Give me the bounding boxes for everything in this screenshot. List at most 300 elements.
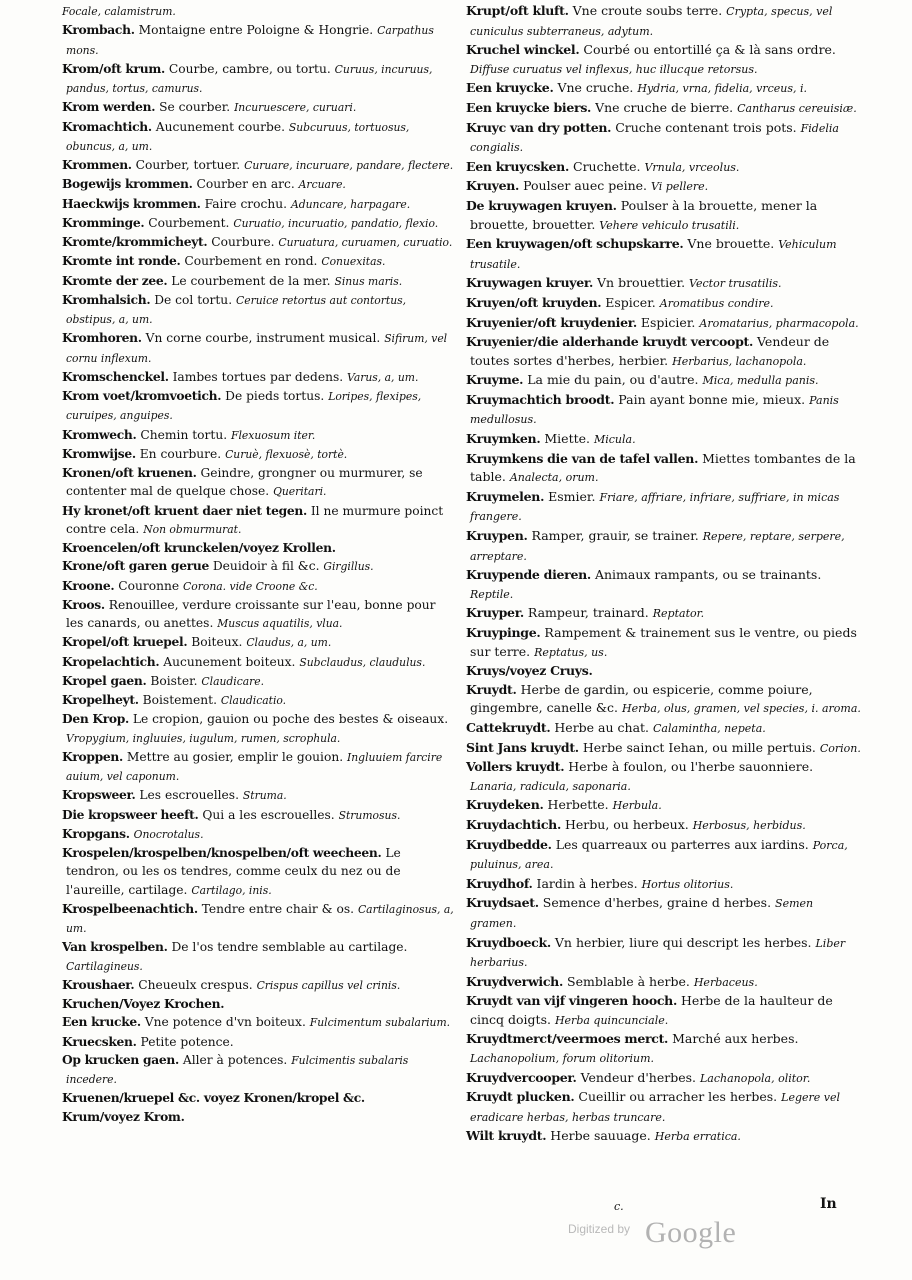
- headword: Kroos.: [62, 596, 105, 612]
- dictionary-entry: [62, 387, 454, 426]
- french-gloss: Vne croute soubs terre.: [572, 3, 723, 18]
- signature-mark: c.: [614, 1200, 624, 1213]
- dictionary-entry: [466, 992, 862, 1030]
- latin-gloss: Lanaria, radicula, saponaria.: [470, 779, 631, 793]
- headword: Kronen/oft kruenen.: [62, 465, 197, 480]
- french-gloss: Animaux rampants, ou se trainants.: [594, 567, 822, 583]
- latin-gloss: Focale, calamistrum.: [62, 5, 176, 18]
- headword: Bogewijs krommen.: [62, 176, 193, 192]
- french-gloss: Semence d'herbes, graine d herbes.: [542, 895, 772, 911]
- french-gloss: Herbe au chat.: [554, 719, 650, 735]
- french-gloss: Ramper, grauir, se trainer.: [531, 528, 699, 544]
- latin-gloss: Hydria, vrna, fidelia, vrceus, i.: [637, 82, 808, 96]
- headword: Kromte der zee.: [62, 272, 168, 288]
- latin-gloss: Non obmurmurat.: [143, 522, 242, 536]
- dictionary-entry: [466, 274, 862, 294]
- dictionary-entry: [62, 1089, 454, 1107]
- french-gloss: Herbe à foulon, ou l'herbe sauonniere.: [568, 759, 814, 775]
- french-gloss: Boiteux.: [191, 635, 243, 650]
- french-gloss: Vn corne courbe, instrument musical.: [145, 331, 381, 346]
- headword: De kruywagen kruyen.: [466, 197, 617, 213]
- dictionary-entry: [62, 825, 454, 844]
- latin-gloss: Curuatura, curuamen, curuatio.: [278, 236, 453, 249]
- french-gloss: Tendre entre chair & os.: [201, 901, 355, 916]
- latin-gloss: Herbula.: [612, 799, 662, 813]
- dictionary-entry: [466, 158, 862, 178]
- dictionary-entry: [466, 894, 862, 933]
- french-gloss: Herbe sainct Iehan, ou mille pertuis.: [582, 739, 816, 755]
- headword: Krom werden.: [62, 99, 156, 115]
- headword: Kropgans.: [62, 825, 130, 841]
- latin-gloss: Semen gramen.: [470, 897, 814, 930]
- french-gloss: Rampement & trainement sus le ventre, ou pieds sur terre.: [470, 625, 857, 659]
- latin-gloss: Muscus aquatilis, vlua.: [217, 617, 343, 630]
- latin-gloss: Repere, reptare, serpere, arreptare.: [470, 530, 845, 563]
- dictionary-entry: [466, 662, 862, 681]
- headword: Van krospelben.: [62, 939, 168, 955]
- latin-gloss: Sinus maris.: [334, 274, 403, 288]
- latin-gloss: Herba, olus, gramen, vel species, i. aroma.: [621, 702, 861, 716]
- latin-gloss: Legere vel eradicare herbas, herbas truncare.: [470, 1091, 841, 1124]
- latin-gloss: Varus, a, um.: [347, 370, 419, 384]
- headword: Kruyen/oft kruyden.: [466, 294, 602, 310]
- headword: Krombach.: [62, 22, 135, 38]
- latin-gloss: Panis medullosus.: [470, 393, 839, 427]
- dictionary-entry: [62, 1051, 454, 1090]
- latin-gloss: Vehiculum trusatile.: [470, 238, 837, 271]
- french-gloss: Pain ayant bonne mie, mieux.: [618, 391, 806, 407]
- dictionary-entry: [62, 272, 454, 291]
- latin-gloss: Herbaceus.: [693, 975, 758, 989]
- french-gloss: Iardin à herbes.: [536, 875, 638, 891]
- dictionary-entry: [466, 1030, 862, 1068]
- headword: Kromhalsich.: [62, 291, 151, 307]
- latin-gloss: Lachanopolium, forum olitorium.: [470, 1052, 655, 1066]
- headword: Den Krop.: [62, 711, 129, 727]
- dictionary-entry: [466, 371, 862, 391]
- headword: Kromminge.: [62, 214, 145, 230]
- latin-gloss: Vrnula, vrceolus.: [644, 160, 740, 174]
- latin-gloss: Claudicare.: [201, 674, 265, 688]
- latin-gloss: Fulcimentum subalarium.: [309, 1016, 451, 1030]
- latin-gloss: Herba erratica.: [654, 1130, 741, 1144]
- french-gloss: Vne brouette.: [687, 236, 775, 252]
- latin-gloss: Corona. vide Croone &c.: [183, 579, 318, 593]
- french-gloss: Courbe, cambre, ou tortu.: [168, 61, 331, 76]
- french-gloss: Iambes tortues par dedens.: [172, 369, 344, 384]
- dictionary-entry: [62, 214, 454, 233]
- french-gloss: Courber, tortuer.: [135, 158, 241, 172]
- dictionary-entry: [466, 816, 862, 836]
- dictionary-entry: [62, 1013, 454, 1032]
- dictionary-entry: [466, 1069, 862, 1089]
- latin-gloss: Carpathus mons.: [66, 24, 434, 57]
- dictionary-entry: [466, 391, 862, 430]
- dictionary-entry: [466, 566, 862, 604]
- dictionary-entry: [62, 291, 454, 330]
- french-gloss: Le tendron, ou les os tendres, comme ceulx du nez ou de l'aureille, cartilage.: [66, 846, 401, 897]
- headword: Kruydt plucken.: [466, 1089, 575, 1105]
- headword: Kromte int ronde.: [62, 253, 181, 269]
- latin-gloss: Herba quincunciale.: [554, 1013, 669, 1027]
- dictionary-entry: [466, 758, 862, 796]
- dictionary-entry: [62, 844, 454, 900]
- french-gloss: Les escrouelles.: [139, 788, 239, 803]
- headword: Kruyc van dry potten.: [466, 119, 612, 135]
- latin-gloss: Reptatus, us.: [534, 645, 608, 659]
- headword: Kromachtich.: [62, 118, 152, 134]
- french-gloss: Deuidoir à fil &c.: [212, 559, 320, 574]
- dictionary-entry: [466, 1127, 862, 1147]
- latin-gloss: Herbarius, lachanopola.: [672, 354, 807, 368]
- headword: Kruydt.: [466, 681, 517, 697]
- dictionary-entry: [62, 596, 454, 634]
- latin-gloss: Liber herbarius.: [470, 936, 846, 970]
- dictionary-entry: [62, 60, 454, 99]
- dictionary-entry: [62, 98, 454, 117]
- dictionary-entry: [466, 875, 862, 895]
- dictionary-entry: [62, 1108, 454, 1126]
- headword: Kruydtmerct/veermoes merct.: [466, 1031, 669, 1047]
- dictionary-entry: [466, 796, 862, 816]
- dictionary-entry: [62, 672, 454, 691]
- french-gloss: Petite potence.: [140, 1034, 234, 1049]
- french-gloss: Herbe de gardin, ou espicerie, comme poiure, gingembre, canelle &c.: [470, 681, 813, 716]
- headword: Krupt/oft kluft.: [466, 3, 569, 18]
- headword: Kruymkens die van de tafel vallen.: [466, 450, 699, 466]
- latin-gloss: Subcuruus, tortuosus, obuncus, a, um.: [66, 120, 410, 153]
- french-gloss: Les quarreaux ou parterres aux iardins.: [555, 836, 809, 852]
- latin-gloss: Subclaudus, claudulus.: [299, 655, 426, 669]
- headword: Wilt kruydt.: [466, 1128, 547, 1144]
- headword: Kruyen.: [466, 178, 520, 194]
- dictionary-entry: [62, 252, 454, 271]
- headword: Krom voet/kromvoetich.: [62, 388, 222, 403]
- headword: Kruys/voyez Cruys.: [466, 663, 593, 679]
- dictionary-entry: [62, 806, 454, 825]
- latin-gloss: Queritari.: [273, 485, 327, 499]
- headword: Kruecsken.: [62, 1033, 137, 1049]
- headword: Haeckwijs krommen.: [62, 195, 201, 211]
- latin-gloss: Aromatibus condire.: [659, 296, 774, 310]
- latin-gloss: Lachanopola, olitor.: [699, 1071, 811, 1085]
- french-gloss: Cheueulx crespus.: [138, 977, 253, 992]
- dictionary-entry: [62, 976, 454, 995]
- french-gloss: Esmier.: [548, 488, 596, 504]
- headword: Kruypen.: [466, 528, 528, 544]
- french-gloss: Qui a les escrouelles.: [202, 807, 335, 822]
- dictionary-entry: [62, 995, 454, 1013]
- dictionary-entry: [62, 21, 454, 60]
- headword: Kruenen/kruepel &c. voyez Kronen/kropel &c.: [62, 1090, 365, 1106]
- headword: Kromte/krommicheyt.: [62, 234, 208, 249]
- latin-gloss: Curuus, incuruus, pandus, tortus, camurus.: [66, 62, 433, 95]
- latin-gloss: Incuruescere, curuari.: [234, 101, 357, 115]
- dictionary-entry: [62, 557, 454, 576]
- french-gloss: Faire crochu.: [204, 196, 288, 211]
- dictionary-entry: [62, 233, 454, 252]
- latin-gloss: Onocrotalus.: [133, 827, 204, 841]
- latin-gloss: Vi pellere.: [651, 180, 709, 194]
- latin-gloss: Flexuosum iter.: [231, 428, 316, 442]
- french-gloss: Herbe de la haulteur de cincq doigts.: [470, 993, 833, 1027]
- headword: Kromwech.: [62, 426, 137, 442]
- headword: Krum/voyez Krom.: [62, 1108, 185, 1124]
- french-gloss: Semblable à herbe.: [567, 973, 690, 989]
- dictionary-entry: [466, 604, 862, 624]
- french-gloss: Boister.: [150, 673, 198, 688]
- french-gloss: Boistement.: [142, 693, 217, 707]
- headword: Kruypinge.: [466, 625, 541, 640]
- french-gloss: Vendeur de toutes sortes d'herbes, herbier.: [470, 334, 830, 368]
- headword: Die kropsweer heeft.: [62, 806, 199, 822]
- dictionary-entry: [466, 739, 862, 759]
- latin-gloss: Cartilago, inis.: [191, 883, 272, 897]
- latin-gloss: Ingluuiem farcire auium, vel caponum.: [66, 750, 443, 783]
- headword: Kroencelen/oft krunckelen/voyez Krollen.: [62, 540, 336, 555]
- french-gloss: Mettre au gosier, emplir le gouion.: [126, 749, 344, 764]
- headword: Kroushaer.: [62, 976, 135, 992]
- headword: Kruyenier/die alderhande kruydt vercoopt.: [466, 334, 754, 350]
- dictionary-entry: [62, 175, 454, 194]
- headword: Kruchen/Voyez Krochen.: [62, 996, 225, 1011]
- latin-gloss: Analecta, orum.: [509, 471, 599, 485]
- latin-gloss: Claudus, a, um.: [246, 636, 332, 650]
- french-gloss: Montaigne entre Poloigne & Hongrie.: [138, 23, 374, 38]
- dictionary-entry: [62, 539, 454, 557]
- dictionary-entry: [62, 938, 454, 976]
- latin-gloss: Herbosus, herbidus.: [692, 818, 806, 832]
- headword: Vollers kruydt.: [466, 759, 565, 775]
- catchword: In: [820, 1196, 837, 1212]
- dictionary-entry: [466, 294, 862, 314]
- headword: Kruymachtich broodt.: [466, 391, 615, 407]
- headword: Kruyenier/oft kruydenier.: [466, 314, 637, 330]
- dictionary-entry: [466, 450, 862, 488]
- latin-gloss: Claudicatio.: [220, 694, 287, 707]
- french-gloss: Renouillee, verdure croissante sur l'eau, bonne pour les canards, ou anettes.: [66, 597, 436, 630]
- french-gloss: De col tortu.: [154, 292, 233, 307]
- french-gloss: En courbure.: [139, 446, 222, 461]
- headword: Kruymelen.: [466, 488, 545, 504]
- french-gloss: Le cropion, gauion ou poche des bestes & oiseaux.: [132, 712, 449, 727]
- dictionary-entry: [466, 624, 862, 662]
- headword: Kruyper.: [466, 605, 524, 621]
- french-gloss: Vne potence d'vn boiteux.: [144, 1015, 306, 1030]
- dictionary-entry: [466, 681, 862, 719]
- headword: Kruydeken.: [466, 797, 544, 813]
- headword: Kruydvercooper.: [466, 1069, 577, 1085]
- latin-gloss: Arcuare.: [298, 178, 346, 192]
- dictionary-entry: [466, 934, 862, 973]
- headword: Een kruycke.: [466, 80, 554, 96]
- headword: Krone/oft garen gerue: [62, 558, 209, 574]
- headword: Kroppen.: [62, 748, 123, 764]
- headword: Een kruywagen/oft schupskarre.: [466, 236, 684, 252]
- dictionary-entry: [466, 333, 862, 371]
- google-watermark: Google: [645, 1216, 737, 1249]
- french-gloss: Cruchette.: [573, 158, 641, 174]
- headword: Krom/oft krum.: [62, 60, 165, 76]
- latin-gloss: Reptile.: [470, 587, 514, 601]
- dictionary-entry: [62, 445, 454, 464]
- headword: Hy kronet/oft kruent daer niet tegen.: [62, 502, 307, 518]
- dictionary-entry: [62, 426, 454, 445]
- headword: Cattekruydt.: [466, 719, 551, 735]
- french-gloss: Geindre, grongner ou murmurer, se contenter mal de quelque chose.: [66, 466, 423, 499]
- headword: Kruywagen kruyer.: [466, 275, 594, 291]
- french-gloss: Vne cruche.: [557, 80, 634, 96]
- latin-gloss: Mica, medulla panis.: [702, 374, 819, 388]
- french-gloss: Se courber.: [159, 100, 231, 115]
- headword: Kruydverwich.: [466, 973, 564, 989]
- latin-gloss: Fulcimentis subalaris incedere.: [66, 1053, 409, 1086]
- dictionary-entry: [62, 156, 454, 175]
- latin-gloss: Vector trusatilis.: [689, 277, 782, 291]
- headword: Op krucken gaen.: [62, 1051, 179, 1067]
- dictionary-entry: [466, 99, 862, 119]
- latin-gloss: Curuè, flexuosè, tortè.: [225, 447, 348, 461]
- latin-gloss: Crypta, specus, vel cuniculus subterraneus, adytum.: [470, 5, 833, 38]
- headword: Kropelachtich.: [62, 653, 160, 669]
- headword: Kruyme.: [466, 372, 524, 388]
- french-gloss: Aller à potences.: [182, 1052, 288, 1067]
- latin-gloss: Aduncare, harpagare.: [290, 197, 411, 211]
- latin-gloss: Curuare, incuruare, pandare, flectere.: [244, 159, 454, 172]
- latin-gloss: Crispus capillus vel crinis.: [256, 978, 401, 992]
- dictionary-entry: [466, 836, 862, 875]
- latin-gloss: Reptator.: [652, 607, 705, 621]
- dictionary-entry: [62, 786, 454, 805]
- dictionary-entry: [466, 430, 862, 450]
- latin-gloss: Loripes, flexipes, curuipes, anguipes.: [66, 390, 422, 423]
- headword: Kruydachtich.: [466, 816, 562, 832]
- headword: Een kruycsken.: [466, 158, 570, 174]
- dictionary-entry: [62, 464, 454, 502]
- french-gloss: Poulser auec peine.: [523, 178, 648, 194]
- french-gloss: Courbure.: [211, 235, 275, 249]
- dictionary-entry: [466, 527, 862, 566]
- latin-gloss: Strumosus.: [338, 808, 401, 822]
- french-gloss: Rampeur, trainard.: [527, 605, 649, 621]
- dictionary-entry: [466, 2, 862, 41]
- latin-gloss: Vropygium, ingluuies, iugulum, rumen, scrophula.: [66, 731, 341, 745]
- french-gloss: Marché aux herbes.: [672, 1031, 799, 1047]
- headword: Kropel/oft kruepel.: [62, 634, 188, 650]
- french-gloss: Cueillir ou arracher les herbes.: [578, 1089, 778, 1105]
- headword: Een krucke.: [62, 1014, 141, 1030]
- dictionary-entry: [62, 502, 454, 540]
- french-gloss: Courbé ou entortillé ça & là sans ordre.: [583, 42, 836, 58]
- french-gloss: De l'os tendre semblable au cartilage.: [171, 940, 408, 955]
- french-gloss: Espicer.: [605, 294, 656, 310]
- headword: Kruydboeck.: [466, 934, 551, 950]
- dictionary-entry: [62, 748, 454, 787]
- latin-gloss: Calamintha, nepeta.: [653, 721, 766, 735]
- right-column: [466, 2, 862, 1147]
- dictionary-entry: [62, 118, 454, 157]
- latin-gloss: Girgillus.: [323, 560, 374, 574]
- dictionary-entry: [466, 488, 862, 527]
- headword: Krospelbeenachtich.: [62, 900, 198, 916]
- dictionary-entry: [62, 900, 454, 939]
- headword: Kropel gaen.: [62, 672, 147, 688]
- headword: Een kruycke biers.: [466, 99, 592, 115]
- latin-gloss: Sifirum, vel cornu inflexum.: [66, 332, 448, 365]
- left-column: [62, 2, 454, 1126]
- headword: Kromhoren.: [62, 330, 142, 346]
- latin-gloss: Micula.: [593, 433, 636, 447]
- french-gloss: Aucunement courbe.: [155, 119, 285, 134]
- french-gloss: Le courbement de la mer.: [171, 273, 331, 288]
- dictionary-entry: [62, 329, 454, 368]
- dictionary-entry: [466, 314, 862, 334]
- dictionary-entry: [466, 41, 862, 79]
- headword: Krommen.: [62, 157, 132, 172]
- latin-gloss: Struma.: [242, 789, 287, 803]
- dictionary-entry: [62, 1033, 454, 1051]
- headword: Krospelen/krospelben/knospelben/oft weecheen.: [62, 845, 382, 860]
- headword: Kruydbedde.: [466, 836, 552, 852]
- latin-gloss: Fidelia congialis.: [470, 121, 839, 155]
- french-gloss: Cruche contenant trois pots.: [615, 119, 797, 135]
- french-gloss: Vne cruche de bierre.: [595, 99, 734, 115]
- dictionary-entry: [466, 719, 862, 739]
- french-gloss: Espicier.: [640, 314, 696, 330]
- latin-gloss: Hortus olitorius.: [641, 877, 734, 891]
- dictionary-entry: [466, 177, 862, 197]
- dictionary-entry: [466, 973, 862, 993]
- dictionary-entry: [466, 119, 862, 158]
- latin-gloss: Porca, puluinus, area.: [470, 838, 848, 872]
- digitized-by-label: Digitized by: [568, 1222, 631, 1236]
- dictionary-entry: [62, 691, 454, 710]
- dictionary-entry: [62, 195, 454, 214]
- french-gloss: Chemin tortu.: [140, 427, 228, 442]
- french-gloss: Il ne murmure poinct contre cela.: [66, 503, 444, 536]
- dictionary-entry: [62, 633, 454, 652]
- headword: Kroone.: [62, 577, 115, 593]
- dictionary-entry: [62, 2, 454, 21]
- headword: Kruchel winckel.: [466, 42, 580, 58]
- french-gloss: Herbe sauuage.: [550, 1128, 651, 1144]
- headword: Kromschenckel.: [62, 368, 169, 384]
- french-gloss: Courbement en rond.: [184, 254, 318, 269]
- french-gloss: Vendeur d'herbes.: [580, 1069, 696, 1085]
- french-gloss: Herbu, ou herbeux.: [565, 816, 689, 832]
- dictionary-entry: [62, 653, 454, 672]
- latin-gloss: Friare, affriare, infriare, suffriare, in micas frangere.: [470, 490, 840, 524]
- headword: Kruypende dieren.: [466, 567, 591, 583]
- headword: Kropelheyt.: [62, 692, 139, 707]
- latin-gloss: Aromatarius, pharmacopola.: [699, 316, 859, 330]
- dictionary-entry: [62, 577, 454, 596]
- dictionary-entry: [466, 235, 862, 274]
- french-gloss: Poulser à la brouette, mener la brouette, brouetter.: [470, 197, 818, 232]
- french-gloss: Vn herbier, liure qui descript les herbes.: [554, 934, 812, 950]
- dictionary-entry: [466, 197, 862, 235]
- french-gloss: Vn brouettier.: [597, 275, 686, 291]
- french-gloss: De pieds tortus.: [225, 389, 325, 403]
- french-gloss: La mie du pain, ou d'autre.: [527, 372, 699, 388]
- latin-gloss: Cartilaginosus, a, um.: [66, 902, 454, 935]
- french-gloss: Couronne: [118, 578, 180, 593]
- french-gloss: Courbement.: [148, 215, 230, 230]
- latin-gloss: Ceruice retortus aut contortus, obstipus, a, um.: [66, 293, 407, 326]
- dictionary-entry: [466, 1088, 862, 1127]
- latin-gloss: Conuexitas.: [321, 255, 386, 269]
- headword: Sint Jans kruydt.: [466, 739, 579, 755]
